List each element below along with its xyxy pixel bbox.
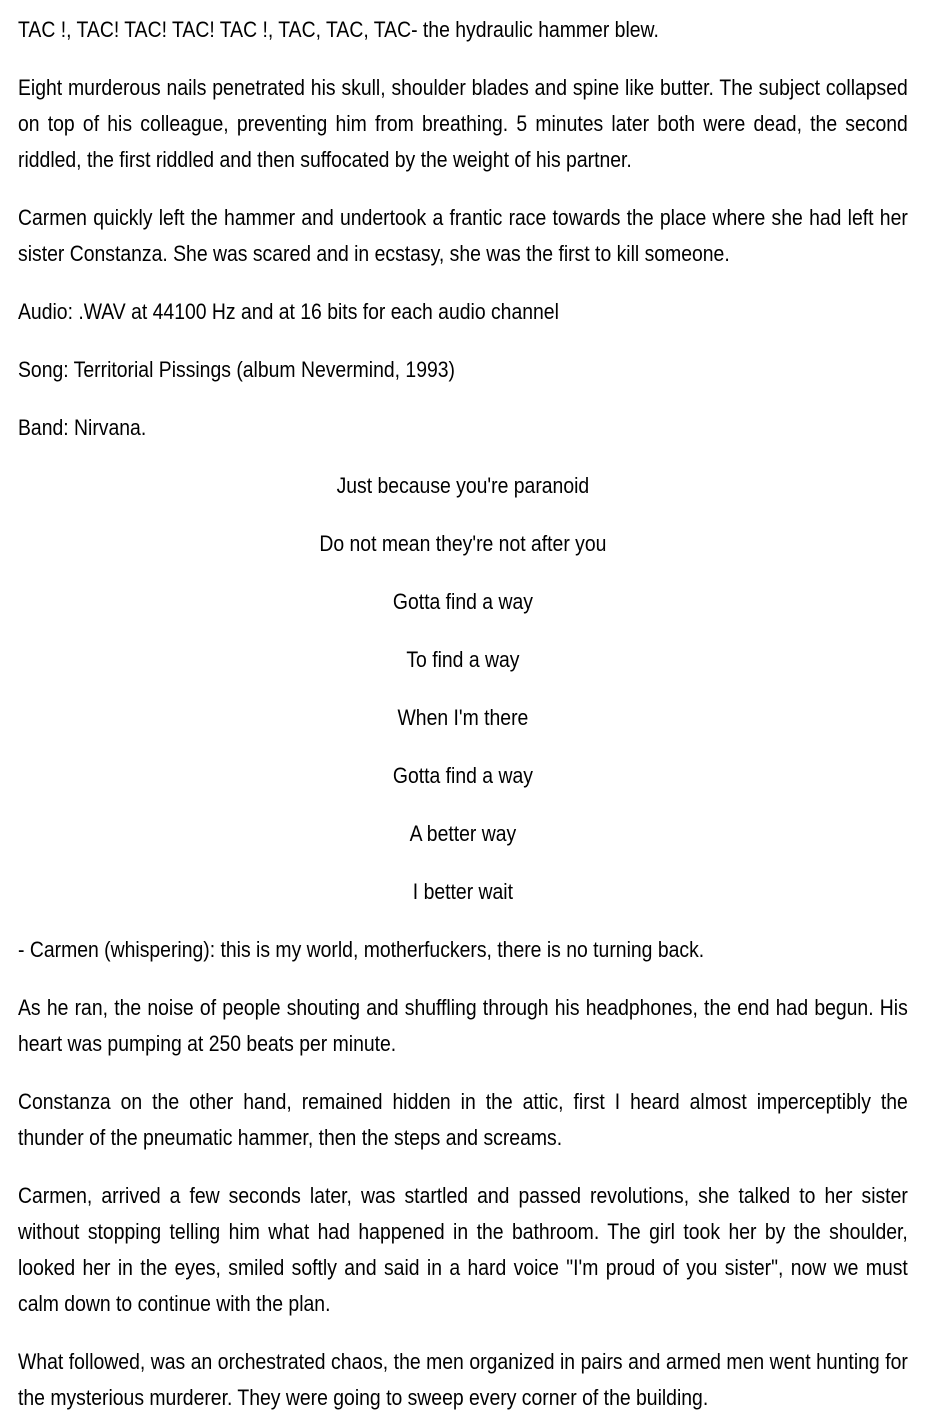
paragraph: Eight murderous nails penetrated his skull, shoulder blades and spine like butter. The subject collapsed on top of his colleague, preventing him from breathing. 5 minutes later both were dead, the second riddled, the first riddled and then suffocated by the weight of his partner. bbox=[18, 75, 908, 172]
lyric-line: A better way bbox=[409, 821, 517, 846]
lyric-line: When I'm there bbox=[397, 705, 529, 730]
dialogue-line: - Carmen (whispering): this is my world, motherfuckers, there is no turning back. bbox=[18, 937, 705, 962]
document-page bbox=[18, 12, 908, 1416]
paragraph: Carmen, arrived a few seconds later, was startled and passed revolutions, she talked to her sister without stopping telling him what had happened in the bathroom. The girl took her by the shoulder, looked her in the eyes, smiled softly and said in a hard voice "I'm proud of you sister", now we must calm down to continue with the plan. bbox=[18, 1183, 908, 1316]
paragraph: Constanza on the other hand, remained hidden in the attic, first I heard almost imperceptibly the thunder of the pneumatic hammer, then the steps and screams. bbox=[18, 1089, 908, 1150]
paragraph: TAC !, TAC! TAC! TAC! TAC !, TAC, TAC, TAC- the hydraulic hammer blew. bbox=[18, 17, 659, 42]
paragraph: As he ran, the noise of people shouting and shuffling through his headphones, the end had begun. His heart was pumping at 250 beats per minute. bbox=[18, 995, 908, 1056]
metadata-line: Audio: .WAV at 44100 Hz and at 16 bits for each audio channel bbox=[18, 299, 559, 324]
lyric-line: To find a way bbox=[406, 647, 520, 672]
lyric-line: Gotta find a way bbox=[392, 763, 533, 788]
lyric-line: I better wait bbox=[412, 879, 513, 904]
metadata-line: Band: Nirvana. bbox=[18, 415, 147, 440]
paragraph: What followed, was an orchestrated chaos, the men organized in pairs and armed men went hunting for the mysterious murderer. They were going to sweep every corner of the building. bbox=[18, 1349, 908, 1410]
lyric-line: Just because you're paranoid bbox=[336, 473, 590, 498]
lyric-line: Do not mean they're not after you bbox=[319, 531, 607, 556]
metadata-line: Song: Territorial Pissings (album Nevermind, 1993) bbox=[18, 357, 456, 382]
lyric-line: Gotta find a way bbox=[392, 589, 533, 614]
paragraph: Carmen quickly left the hammer and undertook a frantic race towards the place where she had left her sister Constanza. She was scared and in ecstasy, she was the first to kill someone. bbox=[18, 205, 908, 266]
